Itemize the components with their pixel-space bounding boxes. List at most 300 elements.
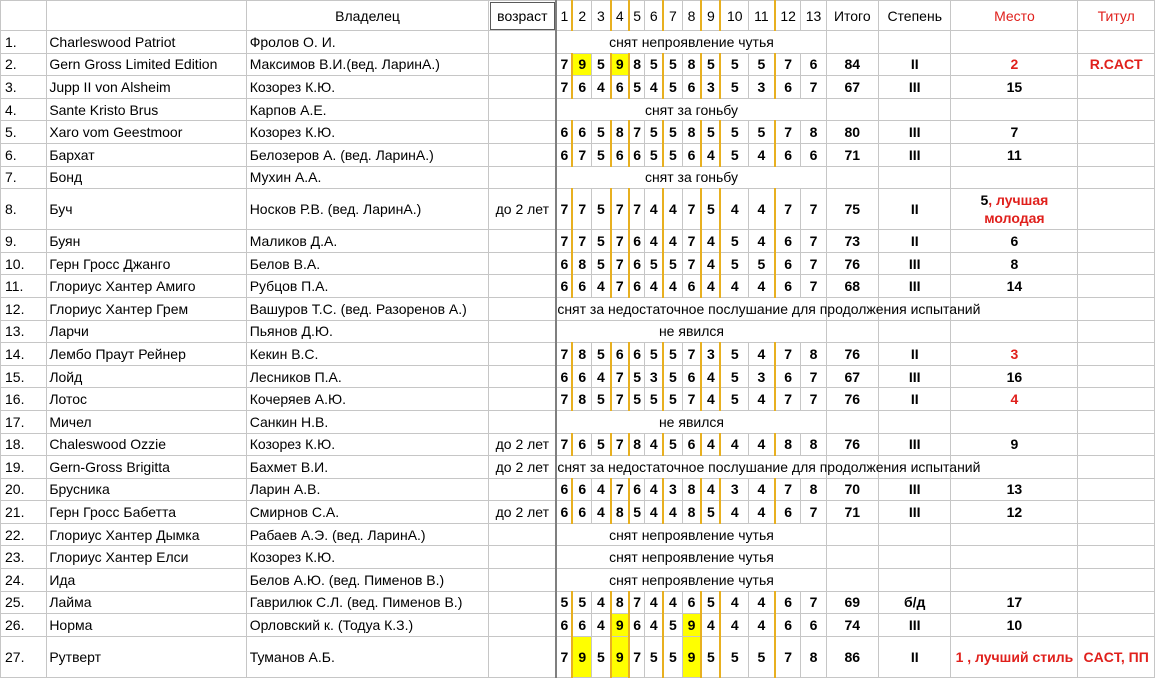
total-cell: 67 xyxy=(826,76,878,99)
row-number: 20. xyxy=(1,478,47,501)
score-cell: 8 xyxy=(572,388,591,411)
score-cell: 8 xyxy=(682,478,701,501)
status-note: снят за гоньбу xyxy=(556,98,826,121)
empty-cell xyxy=(1078,523,1155,546)
score-cell: 7 xyxy=(556,189,572,230)
degree-cell: III xyxy=(878,76,951,99)
row-number: 14. xyxy=(1,343,47,366)
score-cell: 5 xyxy=(720,76,748,99)
table-row xyxy=(1,121,1155,144)
score-cell: 4 xyxy=(701,252,720,275)
row-number: 7. xyxy=(1,166,47,189)
owner-name: Рабаев А.Э. (вед. ЛаринА.) xyxy=(246,523,489,546)
score-cell: 6 xyxy=(556,275,572,298)
header-total: Итого xyxy=(826,1,878,31)
table-body xyxy=(1,1,1155,678)
score-cell: 4 xyxy=(720,433,748,456)
empty-cell xyxy=(826,31,878,54)
empty-cell xyxy=(826,98,878,121)
owner-name: Белов В.А. xyxy=(246,252,489,275)
score-cell: 4 xyxy=(592,591,611,614)
dog-name: Лайма xyxy=(47,591,246,614)
score-cell: 7 xyxy=(775,343,801,366)
score-cell: 5 xyxy=(663,343,682,366)
title-cell xyxy=(1078,143,1155,166)
owner-name: Ларин А.В. xyxy=(246,478,489,501)
age-cell xyxy=(489,388,556,411)
score-cell: 7 xyxy=(611,230,629,253)
status-note: снят непроявление чутья xyxy=(556,31,826,54)
owner-name: Вашуров Т.С. (вед. Разоренов А.) xyxy=(246,297,489,320)
row-number: 17. xyxy=(1,410,47,433)
header-score-9: 9 xyxy=(701,1,720,31)
empty-cell xyxy=(878,31,951,54)
score-cell: 5 xyxy=(663,636,682,677)
place-number: 12 xyxy=(1006,504,1023,521)
age-cell xyxy=(489,614,556,637)
score-cell: 4 xyxy=(663,591,682,614)
score-cell: 5 xyxy=(701,501,720,524)
score-cell: 5 xyxy=(572,591,591,614)
place-cell xyxy=(951,189,1078,230)
score-cell: 5 xyxy=(645,388,663,411)
age-cell xyxy=(489,121,556,144)
empty-cell xyxy=(878,546,951,569)
score-cell: 5 xyxy=(720,388,748,411)
score-cell: 5 xyxy=(749,636,775,677)
header-score-10: 10 xyxy=(720,1,748,31)
age-cell xyxy=(489,591,556,614)
dog-name: Gern Gross Limited Edition xyxy=(47,53,246,76)
score-cell: 8 xyxy=(611,121,629,144)
score-cell: 5 xyxy=(663,121,682,144)
header-degree: Степень xyxy=(878,1,951,31)
score-cell: 4 xyxy=(720,275,748,298)
score-cell: 6 xyxy=(682,143,701,166)
empty-cell xyxy=(878,569,951,592)
score-cell: 6 xyxy=(775,591,801,614)
total-cell: 67 xyxy=(826,365,878,388)
score-cell: 5 xyxy=(645,143,663,166)
row-number: 16. xyxy=(1,388,47,411)
score-cell: 7 xyxy=(572,189,591,230)
score-cell: 5 xyxy=(645,636,663,677)
age-cell xyxy=(489,636,556,677)
table-row xyxy=(1,343,1155,366)
empty-cell xyxy=(826,546,878,569)
score-cell: 8 xyxy=(629,53,645,76)
score-cell: 4 xyxy=(645,275,663,298)
owner-name: Рубцов П.А. xyxy=(246,275,489,298)
place-cell xyxy=(951,636,1078,677)
empty-cell xyxy=(878,523,951,546)
status-note: снят непроявление чутья xyxy=(556,546,826,569)
score-cell: 4 xyxy=(701,143,720,166)
score-cell: 4 xyxy=(645,501,663,524)
empty-cell xyxy=(1078,31,1155,54)
owner-name: Маликов Д.А. xyxy=(246,230,489,253)
degree-cell: III xyxy=(878,478,951,501)
title-cell xyxy=(1078,433,1155,456)
score-cell: 6 xyxy=(629,343,645,366)
score-cell: 7 xyxy=(682,388,701,411)
title-cell xyxy=(1078,591,1155,614)
empty-cell xyxy=(1078,98,1155,121)
total-cell: 71 xyxy=(826,143,878,166)
row-number: 24. xyxy=(1,569,47,592)
score-cell: 5 xyxy=(629,76,645,99)
score-cell: 6 xyxy=(775,365,801,388)
score-cell: 6 xyxy=(775,614,801,637)
title-cell xyxy=(1078,478,1155,501)
table-row xyxy=(1,189,1155,230)
place-cell xyxy=(951,501,1078,524)
score-cell: 3 xyxy=(720,478,748,501)
owner-name: Белов А.Ю. (вед. Пименов В.) xyxy=(246,569,489,592)
score-cell: 5 xyxy=(592,252,611,275)
header-age: возраст xyxy=(489,1,556,31)
score-cell: 8 xyxy=(801,433,826,456)
row-number: 2. xyxy=(1,53,47,76)
owner-name: Карпов А.Е. xyxy=(246,98,489,121)
score-cell: 4 xyxy=(645,614,663,637)
row-number: 15. xyxy=(1,365,47,388)
dog-name: Герн Гросс Джанго xyxy=(47,252,246,275)
score-cell: 7 xyxy=(556,388,572,411)
row-number: 13. xyxy=(1,320,47,343)
owner-name: Мухин А.А. xyxy=(246,166,489,189)
place-cell xyxy=(951,433,1078,456)
degree-cell: III xyxy=(878,501,951,524)
score-cell: 6 xyxy=(682,433,701,456)
score-cell: 8 xyxy=(801,343,826,366)
empty-cell xyxy=(951,98,1078,121)
dog-name: Бархат xyxy=(47,143,246,166)
score-cell: 4 xyxy=(720,614,748,637)
place-number: 11 xyxy=(1007,146,1022,163)
empty-cell xyxy=(951,320,1078,343)
total-cell: 69 xyxy=(826,591,878,614)
dog-name: Норма xyxy=(47,614,246,637)
score-cell: 6 xyxy=(682,591,701,614)
score-cell: 4 xyxy=(592,478,611,501)
score-cell: 4 xyxy=(645,433,663,456)
score-cell: 8 xyxy=(801,478,826,501)
score-cell: 8 xyxy=(629,433,645,456)
header-score-4: 4 xyxy=(611,1,629,31)
score-cell: 6 xyxy=(572,501,591,524)
title-cell xyxy=(1078,365,1155,388)
score-cell: 6 xyxy=(775,143,801,166)
score-cell: 5 xyxy=(663,365,682,388)
header-score-6: 6 xyxy=(645,1,663,31)
score-cell: 4 xyxy=(749,388,775,411)
table-row xyxy=(1,410,1155,433)
score-cell: 5 xyxy=(663,433,682,456)
dog-name: Charleswood Patriot xyxy=(47,31,246,54)
score-cell: 5 xyxy=(629,388,645,411)
score-cell: 7 xyxy=(682,230,701,253)
empty-cell xyxy=(1078,410,1155,433)
score-cell: 6 xyxy=(801,614,826,637)
score-cell: 7 xyxy=(556,230,572,253)
place-number: 5 xyxy=(980,192,989,209)
score-cell: 4 xyxy=(749,230,775,253)
table-row xyxy=(1,143,1155,166)
place-cell xyxy=(951,53,1078,76)
place-number: 15 xyxy=(1006,78,1023,95)
owner-name: Максимов В.И.(вед. ЛаринА.) xyxy=(246,53,489,76)
score-cell: 7 xyxy=(801,76,826,99)
row-number: 5. xyxy=(1,121,47,144)
owner-name: Козорез К.Ю. xyxy=(246,546,489,569)
owner-name: Санкин Н.В. xyxy=(246,410,489,433)
table-row xyxy=(1,76,1155,99)
empty-cell xyxy=(826,523,878,546)
place-number: 14 xyxy=(1006,278,1023,295)
dog-name: Брусника xyxy=(47,478,246,501)
dog-name: Ида xyxy=(47,569,246,592)
owner-name: Орловский к. (Тодуа К.З.) xyxy=(246,614,489,637)
score-cell: 7 xyxy=(556,76,572,99)
score-cell: 4 xyxy=(749,343,775,366)
title-cell xyxy=(1078,76,1155,99)
title-cell xyxy=(1078,388,1155,411)
score-cell: 3 xyxy=(749,76,775,99)
status-note: снят за недостаточное послушание для продолжения испытаний xyxy=(556,297,826,320)
score-cell: 5 xyxy=(663,252,682,275)
row-number: 18. xyxy=(1,433,47,456)
score-cell: 6 xyxy=(572,478,591,501)
table-row xyxy=(1,31,1155,54)
table-row xyxy=(1,275,1155,298)
row-number: 23. xyxy=(1,546,47,569)
score-cell: 3 xyxy=(663,478,682,501)
score-cell: 5 xyxy=(592,433,611,456)
score-cell: 4 xyxy=(592,365,611,388)
score-cell: 5 xyxy=(663,388,682,411)
degree-cell: II xyxy=(878,230,951,253)
score-cell: 6 xyxy=(556,252,572,275)
score-cell: 4 xyxy=(749,189,775,230)
table-row xyxy=(1,365,1155,388)
score-cell: 6 xyxy=(801,143,826,166)
score-cell: 5 xyxy=(720,636,748,677)
score-cell: 4 xyxy=(645,76,663,99)
age-cell xyxy=(489,275,556,298)
age-cell xyxy=(489,343,556,366)
score-cell: 7 xyxy=(775,478,801,501)
score-cell: 5 xyxy=(720,230,748,253)
header-score-3: 3 xyxy=(592,1,611,31)
score-cell: 5 xyxy=(701,189,720,230)
place-cell xyxy=(951,365,1078,388)
empty-cell xyxy=(1078,320,1155,343)
score-cell: 6 xyxy=(682,365,701,388)
table-row xyxy=(1,636,1155,677)
score-cell: 7 xyxy=(775,388,801,411)
age-cell xyxy=(489,546,556,569)
table-row xyxy=(1,320,1155,343)
row-number: 12. xyxy=(1,297,47,320)
place-number: 3 xyxy=(1010,345,1019,362)
table-row xyxy=(1,591,1155,614)
empty-cell xyxy=(951,410,1078,433)
score-cell: 7 xyxy=(775,636,801,677)
score-cell: 7 xyxy=(556,433,572,456)
row-number: 6. xyxy=(1,143,47,166)
score-cell: 9 xyxy=(682,614,701,637)
score-cell: 5 xyxy=(645,252,663,275)
score-cell: 6 xyxy=(801,53,826,76)
score-cell: 6 xyxy=(572,365,591,388)
place-cell xyxy=(951,143,1078,166)
degree-cell: II xyxy=(878,53,951,76)
place-number: 1 xyxy=(955,648,964,665)
score-cell: 7 xyxy=(629,591,645,614)
score-cell: 7 xyxy=(801,388,826,411)
header-place: Место xyxy=(951,1,1078,31)
score-cell: 6 xyxy=(611,76,629,99)
score-cell: 5 xyxy=(592,343,611,366)
score-cell: 8 xyxy=(611,501,629,524)
score-cell: 4 xyxy=(720,189,748,230)
score-cell: 6 xyxy=(775,76,801,99)
score-cell: 8 xyxy=(572,343,591,366)
age-cell xyxy=(489,53,556,76)
score-cell: 4 xyxy=(749,501,775,524)
score-cell: 5 xyxy=(720,121,748,144)
place-cell xyxy=(951,614,1078,637)
header-dog xyxy=(47,1,246,31)
place-cell xyxy=(951,591,1078,614)
score-cell: 6 xyxy=(775,252,801,275)
place-cell xyxy=(951,230,1078,253)
score-cell: 4 xyxy=(749,143,775,166)
score-cell: 5 xyxy=(701,591,720,614)
status-note: не явился xyxy=(556,320,826,343)
age-cell xyxy=(489,297,556,320)
score-cell: 5 xyxy=(749,252,775,275)
score-cell: 6 xyxy=(572,121,591,144)
score-cell: 5 xyxy=(749,53,775,76)
owner-name: Смирнов С.А. xyxy=(246,501,489,524)
score-cell: 7 xyxy=(682,343,701,366)
score-cell: 5 xyxy=(629,365,645,388)
age-cell xyxy=(489,410,556,433)
age-cell xyxy=(489,252,556,275)
dog-name: Chaleswood Ozzie xyxy=(47,433,246,456)
score-cell: 5 xyxy=(749,121,775,144)
score-cell: 8 xyxy=(611,591,629,614)
score-cell: 4 xyxy=(701,275,720,298)
score-cell: 7 xyxy=(611,433,629,456)
score-cell: 9 xyxy=(611,636,629,677)
place-number: 2 xyxy=(1010,56,1019,73)
row-number: 1. xyxy=(1,31,47,54)
score-cell: 7 xyxy=(572,143,591,166)
header-score-7: 7 xyxy=(663,1,682,31)
score-cell: 5 xyxy=(720,365,748,388)
score-cell: 4 xyxy=(592,76,611,99)
age-cell xyxy=(489,98,556,121)
empty-cell xyxy=(826,569,878,592)
score-cell: 5 xyxy=(592,388,611,411)
score-cell: 8 xyxy=(775,433,801,456)
place-cell xyxy=(951,76,1078,99)
empty-cell xyxy=(878,98,951,121)
score-cell: 5 xyxy=(720,53,748,76)
total-cell: 68 xyxy=(826,275,878,298)
total-cell: 71 xyxy=(826,501,878,524)
table-row xyxy=(1,388,1155,411)
score-cell: 4 xyxy=(701,614,720,637)
title-cell xyxy=(1078,275,1155,298)
score-cell: 4 xyxy=(720,501,748,524)
score-cell: 5 xyxy=(592,143,611,166)
score-cell: 4 xyxy=(701,365,720,388)
score-cell: 7 xyxy=(611,478,629,501)
score-cell: 5 xyxy=(701,121,720,144)
score-cell: 8 xyxy=(682,501,701,524)
score-cell: 7 xyxy=(775,53,801,76)
total-cell: 80 xyxy=(826,121,878,144)
title-cell xyxy=(1078,230,1155,253)
score-cell: 7 xyxy=(556,343,572,366)
degree-cell: III xyxy=(878,275,951,298)
score-cell: 5 xyxy=(645,343,663,366)
empty-cell xyxy=(826,320,878,343)
dog-name: Лойд xyxy=(47,365,246,388)
owner-name: Белозеров А. (вед. ЛаринА.) xyxy=(246,143,489,166)
score-cell: 4 xyxy=(749,591,775,614)
score-cell: 6 xyxy=(572,275,591,298)
dog-name: Глориус Хантер Амиго xyxy=(47,275,246,298)
score-cell: 6 xyxy=(556,614,572,637)
age-cell: до 2 лет xyxy=(489,189,556,230)
total-cell: 84 xyxy=(826,53,878,76)
score-cell: 6 xyxy=(629,478,645,501)
age-cell xyxy=(489,76,556,99)
score-cell: 4 xyxy=(720,591,748,614)
total-cell: 74 xyxy=(826,614,878,637)
table-row xyxy=(1,614,1155,637)
dog-name: Буян xyxy=(47,230,246,253)
empty-cell xyxy=(878,410,951,433)
score-cell: 4 xyxy=(592,275,611,298)
place-cell xyxy=(951,388,1078,411)
score-cell: 5 xyxy=(720,143,748,166)
score-cell: 7 xyxy=(556,636,572,677)
place-number: 13 xyxy=(1006,481,1023,498)
score-cell: 5 xyxy=(645,121,663,144)
dog-name: Мичел xyxy=(47,410,246,433)
empty-cell xyxy=(951,523,1078,546)
score-cell: 5 xyxy=(701,636,720,677)
place-cell xyxy=(951,252,1078,275)
degree-cell: II xyxy=(878,189,951,230)
total-cell: 86 xyxy=(826,636,878,677)
score-cell: 3 xyxy=(701,76,720,99)
title-cell xyxy=(1078,252,1155,275)
place-number: 7 xyxy=(1010,124,1019,141)
score-cell: 4 xyxy=(645,230,663,253)
header-score-12: 12 xyxy=(775,1,801,31)
score-cell: 6 xyxy=(556,365,572,388)
dog-name: Лембо Праут Рейнер xyxy=(47,343,246,366)
row-number: 27. xyxy=(1,636,47,677)
empty-cell xyxy=(1078,297,1155,320)
